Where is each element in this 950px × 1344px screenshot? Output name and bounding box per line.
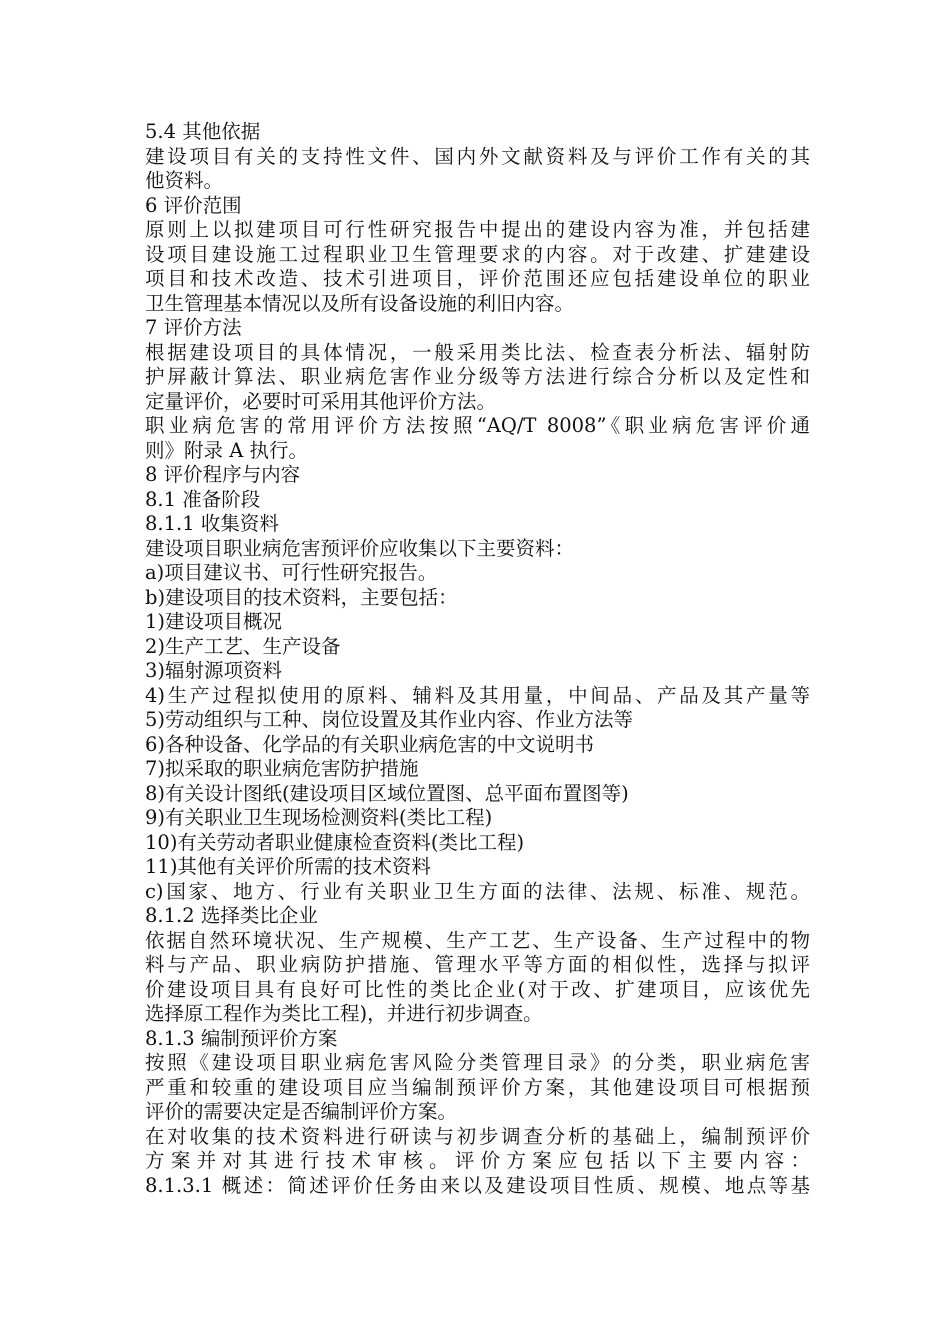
- list-item: 3)辐射源项资料: [145, 659, 283, 682]
- list-item: 11)其他有关评价所需的技术资料: [145, 855, 431, 878]
- section-heading-7: 7 评价方法: [145, 316, 242, 339]
- paragraph-line: 严重和较重的建设项目应当编制预评价方案，其他建设项目可根据预: [145, 1075, 810, 1099]
- list-item: 2)生产工艺、生产设备: [145, 634, 341, 658]
- list-item: 6)各种设备、化学品的有关职业病危害的中文说明书: [145, 732, 595, 756]
- list-item: b)建设项目的技术资料，主要包括：: [145, 585, 458, 609]
- section-heading-8-1-2: 8.1.2 选择类比企业: [145, 904, 318, 927]
- list-item: 9)有关职业卫生现场检测资料(类比工程): [145, 806, 493, 829]
- paragraph-line: 职业病危害的常用评价方法按照“AQ/T 8008”《职业病危害评价通: [145, 414, 810, 437]
- paragraph-line: 在对收集的技术资料进行研读与初步调查分析的基础上，编制预评价: [145, 1124, 810, 1148]
- paragraph-line: 卫生管理基本情况以及所有设备设施的利旧内容。: [145, 291, 575, 315]
- list-item: 7)拟采取的职业病危害防护措施: [145, 757, 419, 780]
- paragraph-line: 8.1.3.1 概述：简述评价任务由来以及建设项目性质、规模、地点等基: [145, 1173, 810, 1197]
- paragraph-line: 设项目建设施工过程职业卫生管理要求的内容。对于改建、扩建建设: [145, 242, 810, 266]
- paragraph-line: 方案并对其进行技术审核。评价方案应包括以下主要内容：: [145, 1149, 810, 1172]
- paragraph-line: 则》附录 A 执行。: [145, 438, 308, 462]
- paragraph-line: 评价的需要决定是否编制评价方案。: [145, 1100, 458, 1123]
- paragraph-line: 建设项目有关的支持性文件、国内外文献资料及与评价工作有关的其: [145, 144, 810, 168]
- paragraph-line: 定量评价，必要时可采用其他评价方法。: [145, 389, 497, 413]
- section-heading-5-4: 5.4 其他依据: [145, 120, 261, 143]
- section-heading-8-1: 8.1 准备阶段: [145, 487, 261, 511]
- document-body: [145, 120, 810, 1198]
- list-item: 5)劳动组织与工种、岗位设置及其作业内容、作业方法等: [145, 708, 634, 731]
- paragraph-line: 他资料。: [145, 169, 224, 192]
- paragraph-line: 价建设项目具有良好可比性的类比企业(对于改、扩建项目，应该优先: [145, 977, 810, 1001]
- paragraph-line: 建设项目职业病危害预评价应收集以下主要资料：: [145, 536, 575, 560]
- section-heading-8-1-1: 8.1.1 收集资料: [145, 512, 279, 535]
- paragraph-line: 按照《建设项目职业病危害风险分类管理目录》的分类，职业病危害: [145, 1051, 810, 1074]
- paragraph-line: 护屏蔽计算法、职业病危害作业分级等方法进行综合分析以及定性和: [145, 365, 810, 388]
- paragraph-line: 选择原工程作为类比工程)，并进行初步调查。: [145, 1002, 543, 1025]
- paragraph-line: 原则上以拟建项目可行性研究报告中提出的建设内容为准，并包括建: [145, 218, 810, 241]
- paragraph-line: 根据建设项目的具体情况，一般采用类比法、检查表分析法、辐射防: [145, 340, 810, 364]
- paragraph-line: 项目和技术改造、技术引进项目，评价范围还应包括建设单位的职业: [145, 267, 810, 290]
- section-heading-8-1-3: 8.1.3 编制预评价方案: [145, 1026, 338, 1050]
- section-heading-8: 8 评价程序与内容: [145, 463, 301, 486]
- list-item: 10)有关劳动者职业健康检查资料(类比工程): [145, 830, 525, 854]
- list-item: 4)生产过程拟使用的原料、辅料及其用量，中间品、产品及其产量等: [145, 683, 810, 707]
- section-heading-6: 6 评价范围: [145, 193, 242, 217]
- list-item: 8)有关设计图纸(建设项目区域位置图、总平面布置图等): [145, 781, 629, 805]
- paragraph-line: 依据自然环境状况、生产规模、生产工艺、生产设备、生产过程中的物: [145, 928, 810, 952]
- list-item: c)国家、地方、行业有关职业卫生方面的法律、法规、标准、规范。: [145, 879, 810, 903]
- paragraph-line: 料与产品、职业病防护措施、管理水平等方面的相似性，选择与拟评: [145, 953, 810, 976]
- list-item: a)项目建议书、可行性研究报告。: [145, 561, 438, 584]
- list-item: 1)建设项目概况: [145, 610, 283, 633]
